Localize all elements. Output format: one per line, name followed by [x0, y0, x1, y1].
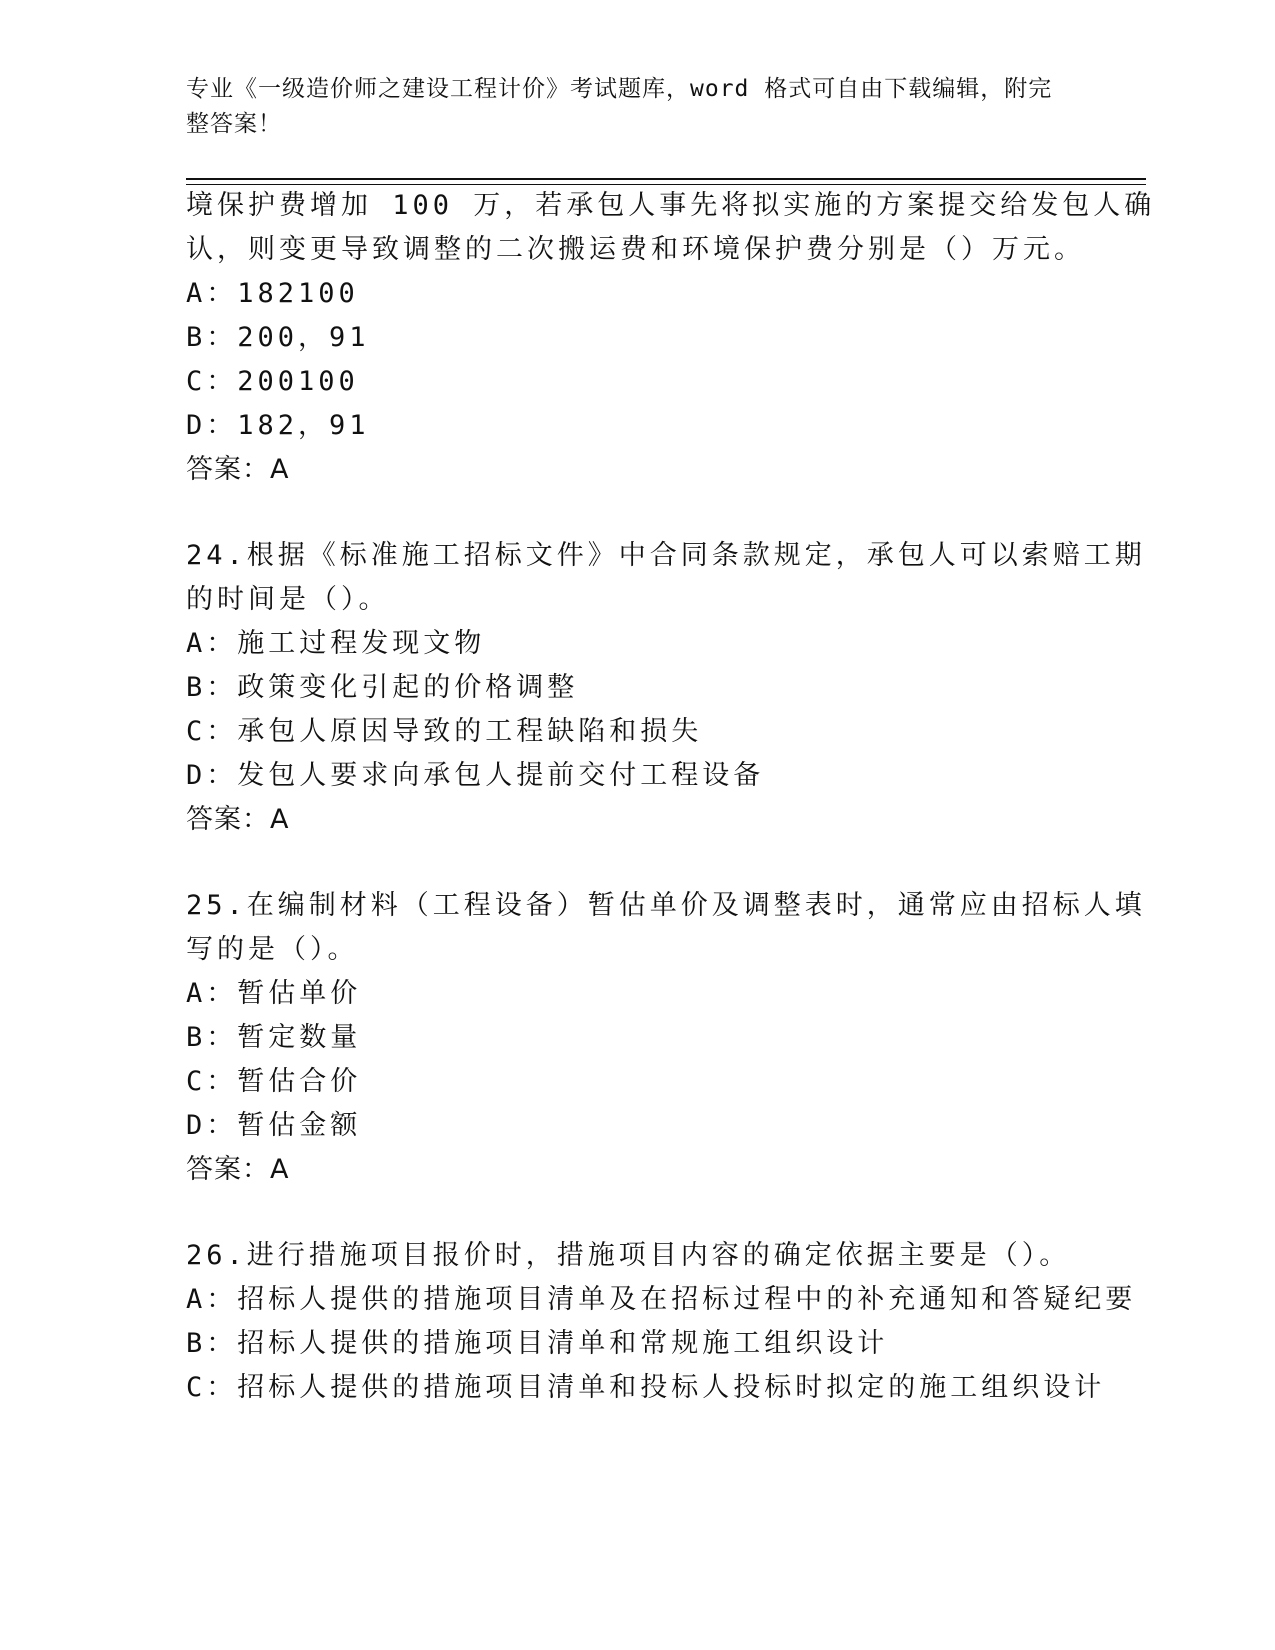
header-divider-thick: [186, 178, 1146, 180]
q24-stem-line-1: 24.根据《标准施工招标文件》中合同条款规定，承包人可以索赔工期: [186, 540, 1146, 571]
q24-option-b: B：政策变化引起的价格调整: [186, 672, 579, 703]
q23-option-a: A：182100: [186, 278, 359, 309]
q23-answer: 答案：A: [186, 454, 290, 485]
q23-option-d: D：182，91: [186, 410, 370, 441]
q26-option-c: C：招标人提供的措施项目清单和投标人投标时拟定的施工组织设计: [186, 1372, 1106, 1403]
header-line-2: 整答案！: [186, 111, 282, 137]
q23-option-b: B：200，91: [186, 322, 370, 353]
q23-stem-line-1: 境保护费增加 100 万，若承包人事先将拟实施的方案提交给发包人确: [186, 190, 1156, 221]
q26-option-a: A：招标人提供的措施项目清单及在招标过程中的补充通知和答疑纪要: [186, 1284, 1137, 1315]
header-divider-thin: [186, 184, 1146, 185]
q23-stem-line-2: 认，则变更导致调整的二次搬运费和环境保护费分别是（）万元。: [186, 234, 1085, 265]
q24-option-a: A：施工过程发现文物: [186, 628, 486, 659]
q26-stem-line-1: 26.进行措施项目报价时，措施项目内容的确定依据主要是（）。: [186, 1240, 1071, 1271]
q25-answer: 答案：A: [186, 1154, 290, 1185]
q24-stem-line-2: 的时间是（）。: [186, 584, 390, 615]
q25-option-d: D：暂估金额: [186, 1110, 362, 1141]
q25-option-b: B：暂定数量: [186, 1022, 362, 1053]
q24-option-c: C：承包人原因导致的工程缺陷和损失: [186, 716, 703, 747]
q24-answer: 答案：A: [186, 804, 290, 835]
page-header: [186, 72, 1066, 142]
q25-stem-line-2: 写的是（）。: [186, 934, 359, 965]
q26-option-b: B：招标人提供的措施项目清单和常规施工组织设计: [186, 1328, 889, 1359]
q24-option-d: D：发包人要求向承包人提前交付工程设备: [186, 760, 765, 791]
q23-option-c: C：200100: [186, 366, 359, 397]
header-line-1: 专业《一级造价师之建设工程计价》考试题库，word 格式可自由下载编辑，附完: [186, 76, 1053, 102]
q25-stem-line-1: 25.在编制材料（工程设备）暂估单价及调整表时，通常应由招标人填: [186, 890, 1146, 921]
q25-option-a: A：暂估单价: [186, 978, 362, 1009]
q25-option-c: C：暂估合价: [186, 1066, 362, 1097]
